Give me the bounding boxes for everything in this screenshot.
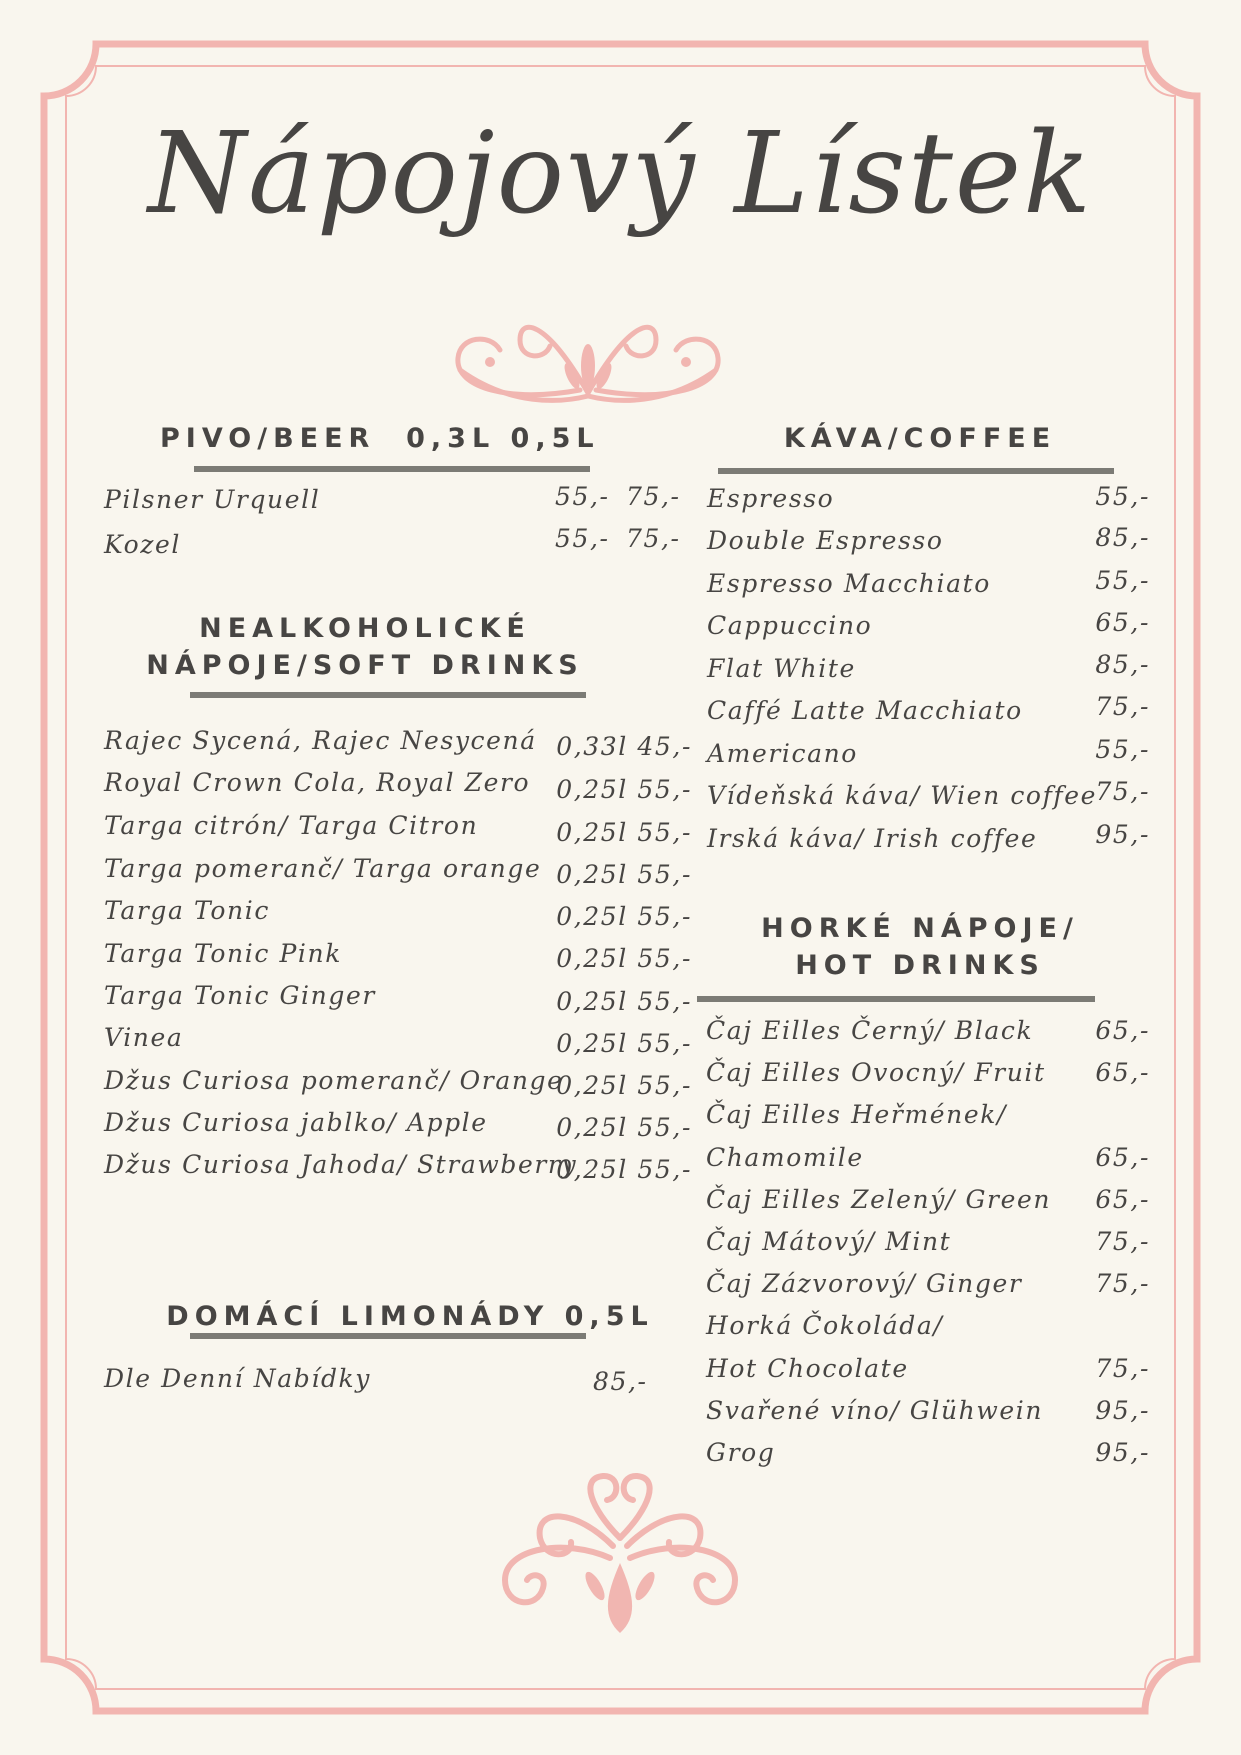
item-price: 55,- [1095, 482, 1150, 511]
list-item: Horká Čokoláda/ [706, 1311, 944, 1340]
item-price: 65,- [1095, 1143, 1150, 1172]
soft-drinks-heading-line2: NÁPOJE/SOFT DRINKS [146, 650, 584, 681]
item-price: 75,- [1095, 1354, 1150, 1383]
item-price: 0,25l 55,- [556, 1029, 692, 1058]
item-price: 95,- [1095, 820, 1150, 849]
list-item: Flat White [707, 654, 856, 683]
item-price: 95,- [1095, 1396, 1150, 1425]
list-item: Pilsner Urquell [104, 485, 321, 514]
item-price: 0,25l 55,- [556, 1071, 692, 1100]
item-price: 55,- [1095, 735, 1150, 764]
item-price: 0,25l 55,- [556, 902, 692, 931]
price-05l: 75,- [626, 482, 681, 511]
list-item: Džus Curiosa pomeranč/ Orange [104, 1066, 564, 1095]
list-item: Royal Crown Cola, Royal Zero [104, 768, 531, 797]
list-item: Cappuccino [707, 611, 873, 640]
item-price: 55,- [1095, 566, 1150, 595]
list-item: Džus Curiosa jablko/ Apple [104, 1108, 488, 1137]
list-item: Targa Tonic Pink [104, 939, 342, 968]
item-price: 0,33l 45,- [556, 732, 692, 761]
list-item: Caffé Latte Macchiato [707, 696, 1023, 725]
lemonade-heading-rule [190, 1333, 586, 1339]
list-item: Grog [706, 1438, 776, 1467]
flourish-top-ornament [450, 298, 725, 408]
item-price: 75,- [1095, 692, 1150, 721]
list-item: Chamomile [706, 1143, 864, 1172]
item-price: 0,25l 55,- [556, 818, 692, 847]
item-price: 65,- [1095, 608, 1150, 637]
item-price: 95,- [1095, 1438, 1150, 1467]
item-price: 0,25l 55,- [556, 860, 692, 889]
price-05l: 75,- [626, 524, 681, 553]
list-item: Džus Curiosa Jahoda/ Strawberry [104, 1150, 578, 1179]
price-03l: 55,- [555, 482, 610, 511]
list-item: Čaj Zázvorový/ Ginger [706, 1269, 1023, 1298]
coffee-heading: KÁVA/COFFEE [783, 423, 1057, 454]
item-price: 0,25l 55,- [556, 944, 692, 973]
item-price: 75,- [1095, 1227, 1150, 1256]
list-item: Targa citrón/ Targa Citron [104, 811, 479, 840]
coffee-heading-rule [718, 468, 1114, 474]
list-item: Vinea [104, 1023, 184, 1052]
list-item: Dle Denní Nabídky [104, 1364, 372, 1393]
beer-heading: PIVO/BEER 0,3L 0,5L [160, 423, 600, 454]
item-price: 85,- [593, 1367, 648, 1396]
list-item: Espresso Macchiato [707, 569, 991, 598]
item-price: 85,- [1095, 523, 1150, 552]
item-price: 65,- [1095, 1058, 1150, 1087]
page-title: Nápojový Lístek [147, 109, 1094, 239]
item-price: 75,- [1095, 777, 1150, 806]
list-item: Svařené víno/ Glühwein [706, 1396, 1044, 1425]
item-price: 85,- [1095, 650, 1150, 679]
flourish-bottom-ornament [495, 1468, 745, 1638]
item-price: 0,25l 55,- [556, 775, 692, 804]
list-item: Kozel [104, 530, 182, 559]
list-item: Targa Tonic Ginger [104, 981, 376, 1010]
beer-heading-rule [194, 466, 590, 472]
list-item: Targa Tonic [104, 896, 270, 925]
list-item: Irská káva/ Irish coffee [707, 824, 1038, 853]
item-price: 0,25l 55,- [556, 1155, 692, 1184]
item-price: 0,25l 55,- [556, 1113, 692, 1142]
lemonade-heading: DOMÁCÍ LIMONÁDY 0,5L [166, 1301, 654, 1332]
list-item: Čaj Eilles Heřmének/ [706, 1100, 1008, 1129]
list-item: Americano [707, 739, 858, 768]
list-item: Vídeňská káva/ Wien coffee [707, 781, 1098, 810]
item-price: 75,- [1095, 1269, 1150, 1298]
list-item: Čaj Eilles Ovocný/ Fruit [706, 1058, 1046, 1087]
list-item: Čaj Eilles Černý/ Black [706, 1016, 1034, 1045]
item-price: 65,- [1095, 1185, 1150, 1214]
price-03l: 55,- [555, 524, 610, 553]
list-item: Double Espresso [707, 526, 944, 555]
list-item: Targa pomeranč/ Targa orange [104, 854, 542, 883]
list-item: Čaj Mátový/ Mint [706, 1227, 952, 1256]
item-price: 0,25l 55,- [556, 987, 692, 1016]
soft-drinks-heading-line1: NEALKOHOLICKÉ [199, 613, 531, 644]
list-item: Čaj Eilles Zelený/ Green [706, 1185, 1052, 1214]
hot-drinks-heading-line2: HOT DRINKS [795, 950, 1045, 981]
hot-drinks-heading-line1: HORKÉ NÁPOJE/ [761, 913, 1079, 944]
soft-drinks-heading-rule [190, 692, 586, 698]
list-item: Hot Chocolate [706, 1354, 909, 1383]
item-price: 65,- [1095, 1016, 1150, 1045]
list-item: Rajec Sycená, Rajec Nesycená [104, 726, 537, 755]
hot-drinks-heading-rule [697, 996, 1095, 1002]
list-item: Espresso [707, 484, 835, 513]
